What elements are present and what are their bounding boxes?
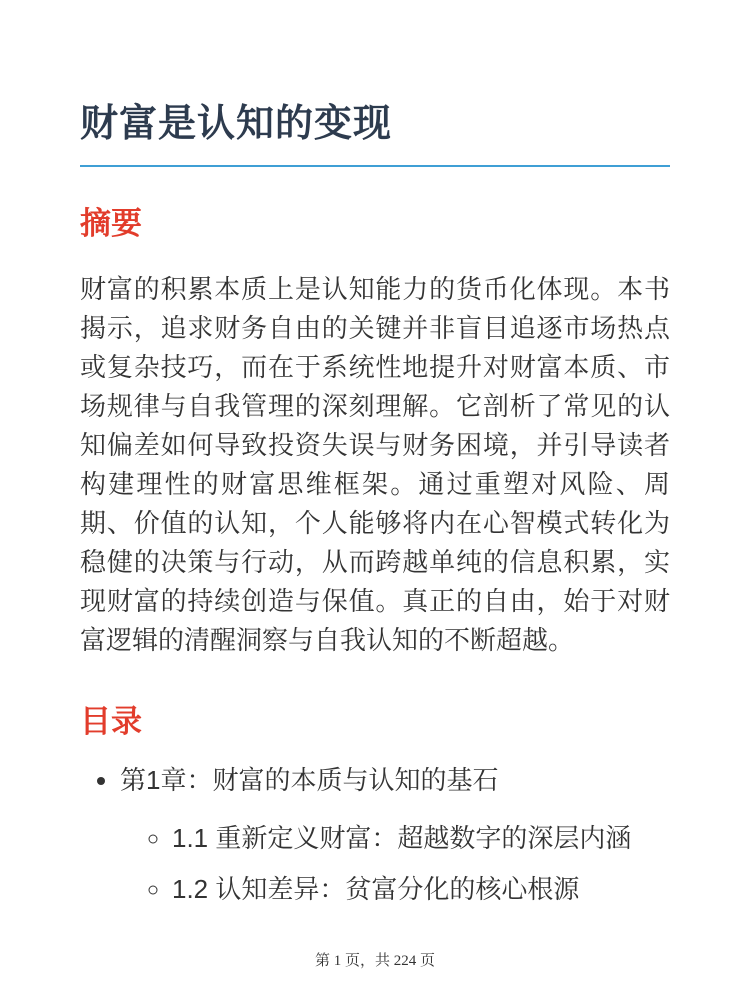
page-indicator: 第 1 页，共 224 页 <box>314 953 435 969</box>
toc-sub-list <box>120 822 670 908</box>
toc-list <box>80 764 670 907</box>
toc-sub-item: ◦ 1.1 重新定义财富：超越数字的深层内涵 <box>172 822 670 856</box>
toc-chapter-item <box>120 764 670 907</box>
abstract-paragraph: 财富的积累本质上是认知能力的货币化体现。本书揭示，追求财务自由的关键并非盲目追逐市场热点或复杂技巧，而在于系统性地提升对财富本质、市场规律与自我管理的深刻理解。它剖析了常见的认知偏差如何导致投资失误与财务困境，并引导读者构建理性的财富思维框架。通过重塑对风险、周期、价值的认知，个人能够将内在心智模式转化为稳健的决策与行动，从而跨越单纯的信息积累，实现财富的持续创造与保值。真正的自由，始于对财富逻辑的清醒洞察与自我认知的不断超越。 <box>80 273 670 655</box>
title-divider <box>80 165 670 167</box>
abstract-heading: 摘要 <box>80 206 142 242</box>
page-title: 财富是认知的变现 <box>80 103 393 145</box>
toc-heading: 目录 <box>80 703 142 739</box>
toc-sub-item: ◦ 1.2 认知差异：贫富分化的核心根源 <box>172 873 670 907</box>
toc-chapter-label: 第1章：财富的本质与认知的基石 <box>120 764 499 795</box>
